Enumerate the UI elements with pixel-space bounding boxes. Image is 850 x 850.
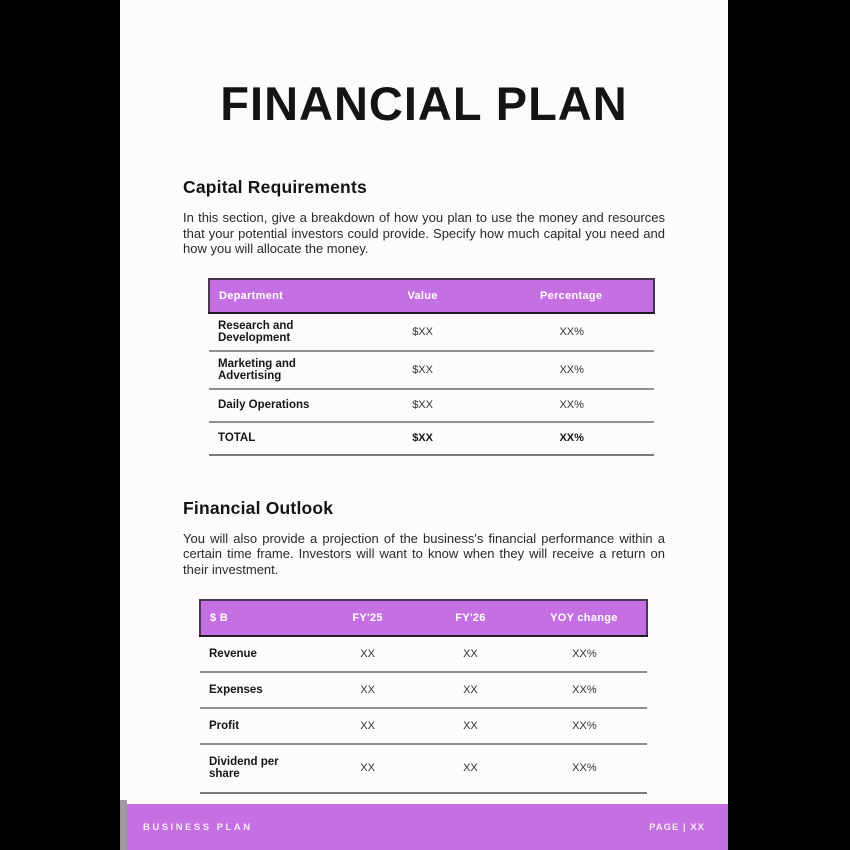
section-capital-requirements xyxy=(120,177,728,257)
row-label: Dividend per share xyxy=(200,744,316,793)
row-label: TOTAL xyxy=(209,422,356,455)
financial-outlook-table xyxy=(199,599,648,794)
table-header-row xyxy=(200,600,647,636)
row-fy26: XX xyxy=(419,708,522,744)
table-row xyxy=(209,389,654,422)
page-title: FINANCIAL PLAN xyxy=(220,77,628,130)
capital-table-header xyxy=(209,279,654,313)
column-header-fy25: FY'25 xyxy=(316,600,419,636)
row-fy25: XX xyxy=(316,744,419,793)
financial-outlook-body: You will also provide a projection of the business's financial performance within a certain time frame. Investors will want to know when they will receive a return on their investment. xyxy=(183,530,665,577)
row-yoy: XX% xyxy=(522,636,647,672)
row-yoy: XX% xyxy=(522,672,647,708)
row-fy25: XX xyxy=(316,672,419,708)
capital-requirements-heading: Capital Requirements xyxy=(183,177,367,197)
table-row xyxy=(200,708,647,744)
column-header-value: Value xyxy=(356,279,490,313)
row-percentage: XX% xyxy=(489,351,654,389)
row-fy25: XX xyxy=(316,636,419,672)
column-header-unit: $ B xyxy=(200,600,316,636)
table-row-total xyxy=(209,422,654,455)
capital-requirements-table xyxy=(208,278,655,456)
row-value: $XX xyxy=(356,389,490,422)
row-value: $XX xyxy=(356,313,490,351)
row-percentage: XX% xyxy=(489,389,654,422)
row-fy26: XX xyxy=(419,636,522,672)
footer-document-name: BUSINESS PLAN xyxy=(143,821,253,833)
row-yoy: XX% xyxy=(522,708,647,744)
table-row xyxy=(200,744,647,793)
row-percentage: XX% xyxy=(489,313,654,351)
row-label: Expenses xyxy=(200,672,316,708)
section-financial-outlook xyxy=(120,498,728,578)
table-row xyxy=(209,351,654,389)
row-value: $XX xyxy=(356,422,490,455)
column-header-department: Department xyxy=(209,279,356,313)
table-row xyxy=(200,672,647,708)
document-page xyxy=(120,0,728,850)
row-label: Revenue xyxy=(200,636,316,672)
row-percentage: XX% xyxy=(489,422,654,455)
row-value: $XX xyxy=(356,351,490,389)
footer-bar xyxy=(127,804,728,850)
outlook-table-header xyxy=(200,600,647,636)
column-header-percentage: Percentage xyxy=(489,279,654,313)
row-yoy: XX% xyxy=(522,744,647,793)
footer-page-number: PAGE | XX xyxy=(649,821,705,833)
row-fy26: XX xyxy=(419,672,522,708)
financial-outlook-heading: Financial Outlook xyxy=(183,497,334,518)
table-row xyxy=(209,313,654,351)
row-fy26: XX xyxy=(419,744,522,793)
table-row xyxy=(200,636,647,672)
capital-requirements-body: In this section, give a breakdown of how you plan to use the money and resources that your potential investors could provide. Specify how much capital you need and how you will allocate the money. xyxy=(183,210,665,257)
table-header-row xyxy=(209,279,654,313)
row-label: Research and Development xyxy=(209,313,356,351)
row-label: Daily Operations xyxy=(209,389,356,422)
column-header-yoy-change: YOY change xyxy=(522,600,647,636)
row-fy25: XX xyxy=(316,708,419,744)
row-label: Marketing and Advertising xyxy=(209,351,356,389)
row-label: Profit xyxy=(200,708,316,744)
footer-page-curl-shadow xyxy=(120,800,127,850)
column-header-fy26: FY'26 xyxy=(419,600,522,636)
